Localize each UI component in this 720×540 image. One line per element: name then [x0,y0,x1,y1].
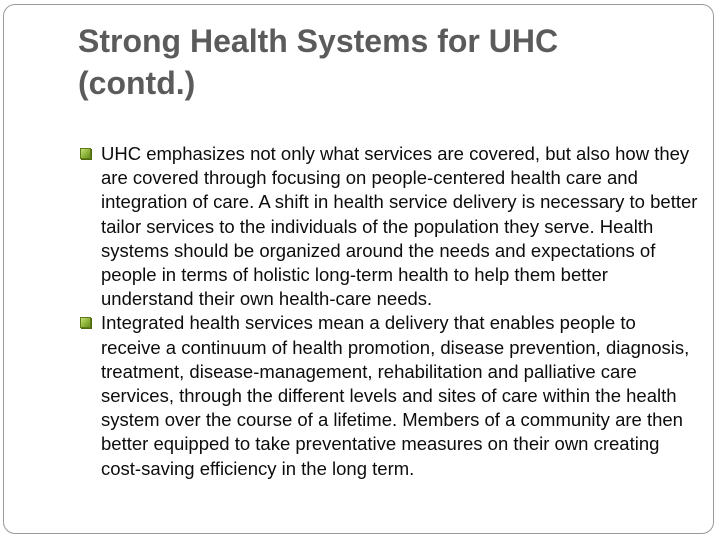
green-square-bullet-icon [80,317,91,328]
bullet-item [80,142,700,311]
green-square-bullet-icon [80,148,91,159]
bullet-item [80,311,700,480]
bullet-text: Integrated health services mean a delivery that enables people to receive a continuum of health promotion, disease prevention, diagnosis, treatment, disease-management, rehabilitation and palliative care services, through the different levels and sites of care within the health system over the course of a lifetime. Members of a community are then better equipped to take preventative measures on their own creating cost-saving efficiency in the long term. [101,312,690,479]
slide-title: Strong Health Systems for UHC (contd.) [78,23,559,101]
bullet-text: UHC emphasizes not only what services are covered, but also how they are covered through focusing on people-centered health care and integration of care. A shift in health service delivery is necessary to better tailor services to the individuals of the population they serve. Health systems should be organized around the needs and expectations of people in terms of holistic long-term health to help them better understand their own health-care needs. [101,143,698,310]
bullet-list [80,142,700,481]
